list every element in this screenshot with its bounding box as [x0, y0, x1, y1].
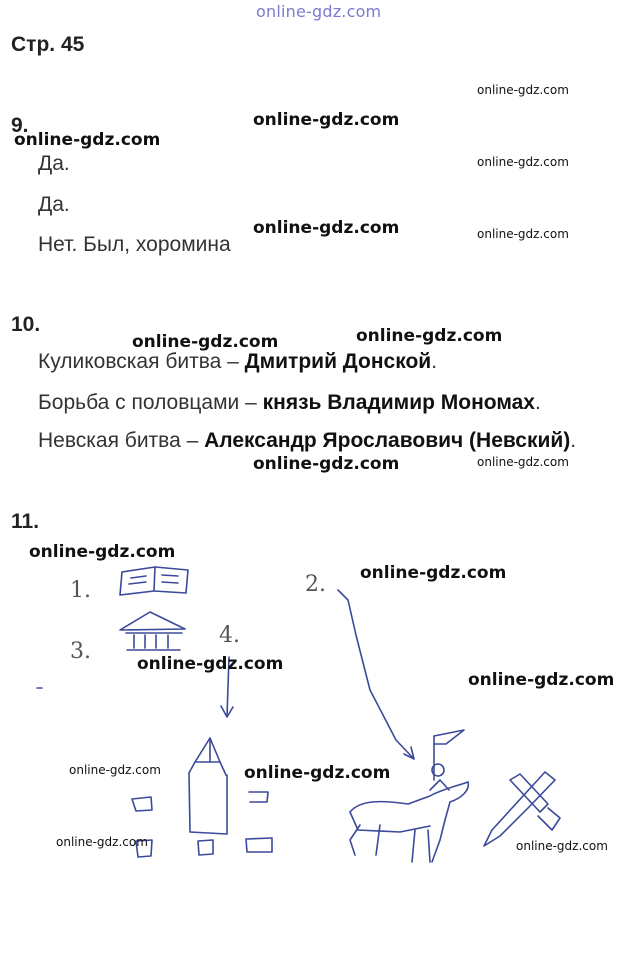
- watermark: online-gdz.com: [29, 542, 176, 562]
- task-10-person-1: Дмитрий Донской: [244, 350, 432, 373]
- watermark: online-gdz.com: [468, 670, 615, 690]
- task-10-event-1: Куликовская битва –: [38, 350, 245, 373]
- horseman-icon: [350, 730, 468, 862]
- watermark: online-gdz.com: [477, 83, 569, 97]
- label-1: 1.: [70, 578, 91, 603]
- watermark: online-gdz.com: [356, 326, 503, 346]
- task-10-item-3: [38, 429, 576, 453]
- task-10-person-3: Александр Ярославович (Невский): [204, 429, 571, 452]
- watermark: online-gdz.com: [477, 455, 569, 469]
- label-2: 2.: [305, 572, 326, 597]
- watermark: online-gdz.com: [244, 763, 391, 783]
- label-4: 4.: [219, 623, 240, 648]
- watermark: online-gdz.com: [137, 654, 284, 674]
- task-11-number: 11.: [11, 510, 40, 533]
- watermark: online-gdz.com: [253, 218, 400, 238]
- task-10-item-1: [38, 350, 437, 374]
- task-9-answer-2: Да.: [38, 193, 70, 216]
- task-9-answer-1: Да.: [38, 152, 70, 175]
- task-10-event-2: Борьба с половцами –: [38, 391, 263, 414]
- watermark: online-gdz.com: [69, 763, 161, 777]
- task-10-end-3: .: [570, 429, 577, 452]
- watermark: online-gdz.com: [477, 227, 569, 241]
- task-9-number: 9.: [11, 114, 29, 137]
- watermark: online-gdz.com: [360, 563, 507, 583]
- task-10-end-2: .: [534, 391, 541, 414]
- sword-icon: [484, 772, 560, 846]
- watermark: online-gdz.com: [14, 130, 161, 150]
- watermark: online-gdz.com: [253, 110, 400, 130]
- watermark: online-gdz.com: [516, 839, 608, 853]
- watermark: online-gdz.com: [56, 835, 148, 849]
- book-icon: [120, 567, 188, 595]
- page-title: Стр. 45: [11, 33, 85, 56]
- watermark: online-gdz.com: [132, 332, 279, 352]
- task-10-number: 10.: [11, 313, 41, 336]
- temple-icon: [120, 612, 185, 650]
- tower-icon: [189, 738, 227, 834]
- top-watermark: online-gdz.com: [256, 2, 382, 21]
- watermark: online-gdz.com: [477, 155, 569, 169]
- task-10-event-3: Невская битва –: [38, 429, 205, 452]
- label-3: 3.: [70, 639, 91, 664]
- watermark: online-gdz.com: [253, 454, 400, 474]
- task-9-answer-3: Нет. Был, хоромина: [38, 233, 231, 256]
- small-houses-icon: [132, 792, 272, 857]
- task-10-person-2: князь Владимир Мономах: [262, 391, 535, 414]
- arrow-2-icon: [338, 590, 414, 759]
- task-10-end-1: .: [431, 350, 438, 373]
- task-10-item-2: [38, 391, 541, 415]
